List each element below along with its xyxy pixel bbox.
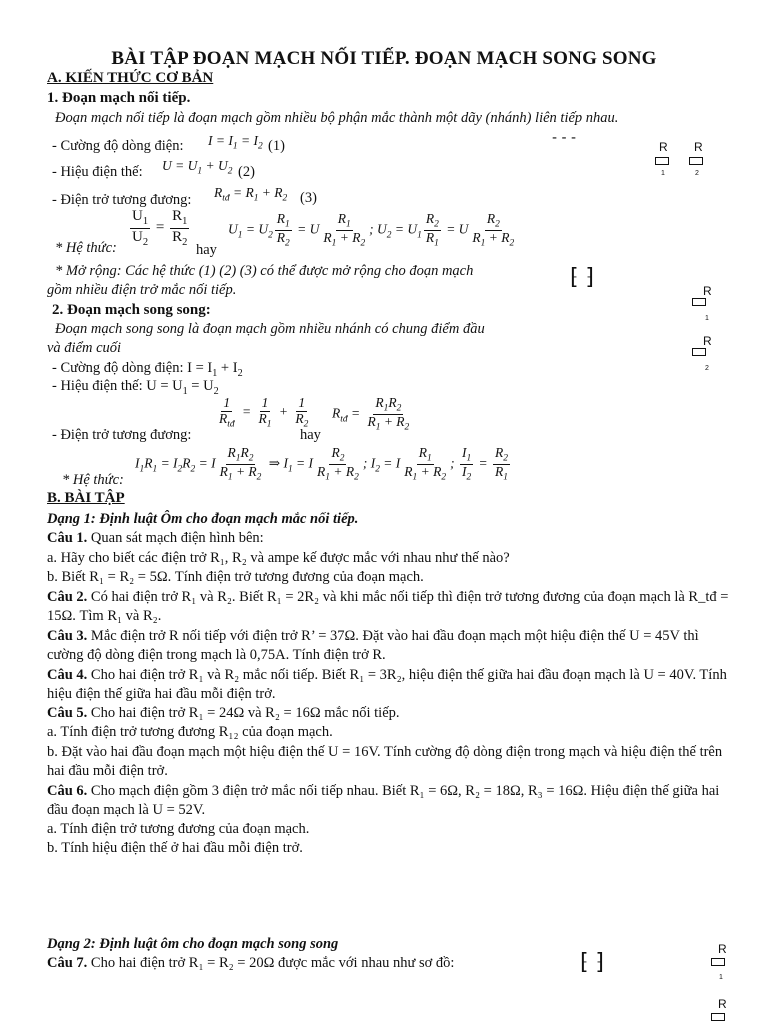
circuit-dash-fragment: - - - <box>552 130 577 146</box>
ratio-formula: $\frac{U_1}{U_2}$ = $\frac{R_1}{R_2}$ <box>132 208 188 248</box>
eq3-label: (3) <box>300 190 317 206</box>
parallel-r1-resistor <box>692 298 706 306</box>
parallel-r2-index: 2 <box>705 365 709 372</box>
q7-r1-label: R <box>718 942 727 956</box>
series-current-formula: $I = I_1 = I_2$ <box>208 133 263 152</box>
question-6: Câu 6. Cho mạch điện gồm 3 điện trở mắc nối tiếp nhau. Biết R₁ = 6Ω, R₂ = 18Ω, R₃ = 16Ω. Hiệu điện thế giữa hai đầu đoạn mạch là U = 52V. <box>47 783 720 818</box>
series-r2-resistor <box>689 157 703 165</box>
series-r1-index: 1 <box>661 170 665 177</box>
question-5: Câu 5. Cho hai điện trở R₁ = 24Ω và R₂ = 16Ω mắc nối tiếp. <box>47 705 400 721</box>
question-7: Câu 7. Cho hai điện trở R₁ = R₂ = 20Ω được mắc với nhau như sơ đồ: <box>47 955 455 971</box>
series-voltage-label: - Hiệu điện thế: <box>52 164 143 180</box>
question-2: Câu 2. Có hai điện trở R₁ và R₂. Biết R₁ = 2R₂ và khi mắc nối tiếp thì điện trở tương đương của đoạn mạch là R_tđ = 15Ω. Tìm R₁ và R₂. <box>47 589 729 624</box>
parallel-bracket-2: ⁅ ⁆ <box>580 950 605 975</box>
hay-2: hay <box>300 427 321 443</box>
parallel-resist-formula-2: $R_{tđ}$ = $\frac{R_1R_2}{R_1 + R_2}$ <box>332 395 410 433</box>
ht2-label: * Hệ thức: <box>62 472 124 488</box>
series-resist-label: - Điện trở tương đương: <box>52 192 192 208</box>
question-1a: a. Hãy cho biết các điện trở R₁, R₂ và ampe kế được mắc với nhau như thế nào? <box>47 550 510 566</box>
extension-line-2: gồm nhiều điện trở mắc nối tiếp. <box>47 282 237 298</box>
series-r1-resistor <box>655 157 669 165</box>
parallel-r2-resistor <box>692 348 706 356</box>
series-heading: 1. Đoạn mạch nối tiếp. <box>47 90 191 106</box>
question-6b: b. Tính hiệu điện thế ở hai đầu mỗi điện trở. <box>47 840 303 856</box>
parallel-resist-formula: $\frac{1}{R_{tđ}}$ = $\frac{1}{R_1}$ + $\frac{1}{R_2}$ <box>219 395 309 430</box>
ht-label: * Hệ thức: <box>55 240 117 256</box>
type-2-heading: Dạng 2: Định luật ôm cho đoạn mạch song song <box>47 936 339 952</box>
parallel-voltage-formula: - Hiệu điện thế: $U = U_1 = U_2$ <box>52 378 219 397</box>
hay-1: hay <box>196 242 217 258</box>
voltage-divider-formula: $U_1 = U_2$ $\frac{R_1}{R_2}$ = U $\frac{R_1}{R_1 + R_2}$ ; $U_2 = U_1$ $\frac{R_2}{R_1}$ = U $\frac{R_2}{R_1 + R_2}$ <box>228 211 515 249</box>
parallel-definition-1: Đoạn mạch song song là đoạn mạch gồm nhiều nhánh có chung điểm đầu <box>55 321 485 337</box>
section-a-heading: A. KIẾN THỨC CƠ BẢN <box>47 70 214 86</box>
type-1-heading: Dạng 1: Định luật Ôm cho đoạn mạch mắc nối tiếp. <box>47 511 359 527</box>
parallel-resist-label: - Điện trở tương đương: <box>52 427 192 443</box>
parallel-r1-label: R <box>703 284 712 298</box>
q7-r2-resistor <box>711 1013 725 1021</box>
question-5a: a. Tính điện trở tương đương R₁₂ của đoạn mạch. <box>47 724 333 740</box>
question-1: Câu 1. Quan sát mạch điện hình bên: <box>47 530 264 546</box>
question-3: Câu 3. Mắc điện trở R nối tiếp với điện trở R’ = 37Ω. Đặt vào hai đầu đoạn mạch một hiệu điện thế U = 45V thì cường độ dòng điện trong mạch là 0,75A. Tính điện trở R. <box>47 628 699 663</box>
series-r2-index: 2 <box>695 170 699 177</box>
question-1b: b. Biết R₁ = R₂ = 5Ω. Tính điện trở tương đương của đoạn mạch. <box>47 569 424 585</box>
parallel-r2-label: R <box>703 334 712 348</box>
series-current-label: - Cường độ dòng điện: <box>52 138 184 154</box>
parallel-bracket-1: ⁅ ⁆ <box>570 265 595 290</box>
parallel-definition-2: và điểm cuối <box>47 340 122 356</box>
series-r1-label: R <box>659 140 668 154</box>
question-4: Câu 4. Cho hai điện trở R₁ và R₂ mắc nối tiếp. Biết R₁ = 3R₂, hiệu điện thế giữa hai đầu đoạn mạch là U = 40V. Tính hiệu điện thế giữa hai đầu mỗi điện trở. <box>47 667 727 702</box>
q7-r1-resistor <box>711 958 725 966</box>
extension-line-1: * Mở rộng: Các hệ thức (1) (2) (3) có thể được mở rộng cho đoạn mạch <box>55 263 474 279</box>
question-6a: a. Tính điện trở tương đương của đoạn mạch. <box>47 821 310 837</box>
current-divider-formula: $I_1R_1 = I_2R_2 = I$ $\frac{R_1R_2}{R_1 + R_2}$ ⇒ $I_1 = I$ $\frac{R_2}{R_1 + R_2}$ ; $I_2 = I$ $\frac{R_1}{R_1 + R_2}$ ; $\frac{I_1}{I_2}$ = $\frac{R_2}{R_1}$ <box>135 445 509 483</box>
series-definition: Đoạn mạch nối tiếp là đoạn mạch gồm nhiều bộ phận mắc thành một dãy (nhánh) liên tiếp nhau. <box>55 110 619 126</box>
eq1-label: (1) <box>268 138 285 154</box>
series-voltage-formula: $U = U_1 + U_2$ <box>162 158 233 177</box>
eq2-label: (2) <box>238 164 255 180</box>
question-5b: b. Đặt vào hai đầu đoạn mạch một hiệu điện thế U = 16V. Tính cường độ dòng điện trong mạch và hiệu điện thế trên hai đầu mỗi điện trở. <box>47 744 723 779</box>
series-resist-formula: $R_{tđ} = R_1 + R_2$ <box>214 185 288 204</box>
q7-r2-label: R <box>718 997 727 1011</box>
page-title: BÀI TẬP ĐOẠN MẠCH NỐI TIẾP. ĐOẠN MẠCH SONG SONG <box>111 48 657 69</box>
parallel-heading: 2. Đoạn mạch song song: <box>52 302 211 318</box>
series-r2-label: R <box>694 140 703 154</box>
parallel-current-formula: - Cường độ dòng điện: $I = I_1 + I_2$ <box>52 360 243 379</box>
parallel-r1-index: 1 <box>705 315 709 322</box>
section-b-heading: B. BÀI TẬP <box>47 490 125 506</box>
q7-r1-index: 1 <box>719 974 723 981</box>
